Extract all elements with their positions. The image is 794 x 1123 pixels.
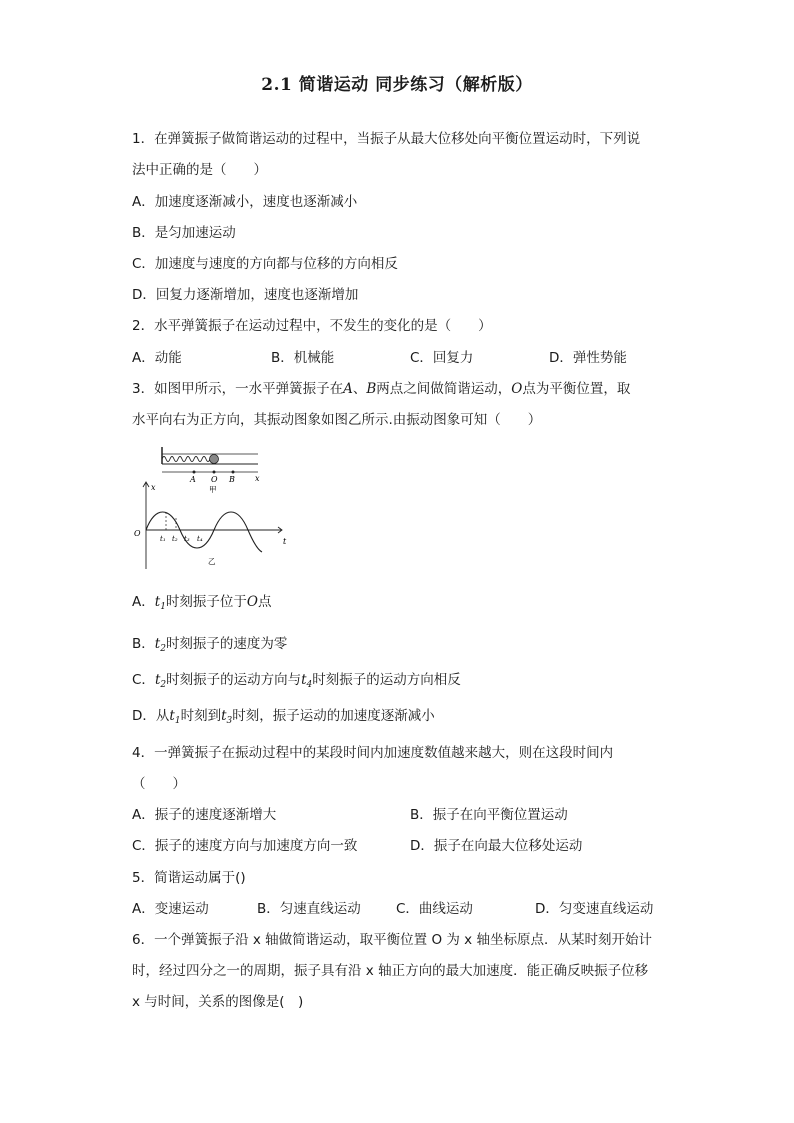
q1-option-c: C．加速度与速度的方向都与位移的方向相反: [132, 256, 398, 272]
spring-oscillator-apparatus: [162, 447, 260, 494]
graph-label-origin: O: [134, 529, 141, 538]
label-b: B: [229, 475, 235, 484]
q4-option-d: D．振子在向最大位移处运动: [410, 838, 583, 854]
q5-option-b: B．匀速直线运动: [257, 901, 361, 917]
tick-t2: t₂: [172, 535, 178, 543]
q4-stem-line2: （ ）: [132, 776, 186, 792]
tick-t1: t₁: [160, 535, 166, 543]
q3-stem-line2: 水平向右为正方向，其振动图象如图乙所示.由振动图象可知（ ）: [132, 412, 542, 428]
graph-label-x: x: [151, 483, 156, 492]
q5-option-c: C．曲线运动: [396, 901, 473, 917]
tick-t4: t₄: [197, 535, 203, 543]
q1-stem-line1: 1．在弹簧振子做简谐运动的过程中，当振子从最大位移处向平衡位置运动时，下列说: [132, 131, 641, 147]
q4-stem-line1: 4．一弹簧振子在振动过程中的某段时间内加速度数值越来越大，则在这段时间内: [132, 745, 614, 761]
q2-option-a: A．动能: [132, 350, 182, 366]
q4-option-a: A．振子的速度逐渐增大: [132, 807, 277, 823]
label-track-x: x: [255, 474, 260, 483]
vibration-graph: [134, 482, 287, 569]
sine-curve: [146, 512, 262, 552]
page-title: 2.1 简谐运动 同步练习（解析版）: [261, 75, 533, 95]
q3-option-b: B．$t_2$时刻振子的速度为零: [132, 636, 288, 654]
q2-option-b: B．机械能: [271, 350, 335, 366]
q3-option-d: D．从$t_1$时刻到$t_3$时刻，振子运动的加速度逐渐减小: [132, 708, 435, 726]
q1-option-d: D．回复力逐渐增加，速度也逐渐增加: [132, 287, 359, 303]
q5-stem: 5．简谐运动属于(): [132, 870, 246, 886]
ball: [210, 455, 219, 464]
q5-option-a: A．变速运动: [132, 901, 209, 917]
q4-option-b: B．振子在向平衡位置运动: [410, 807, 568, 823]
q6-stem-line2: 时，经过四分之一的周期，振子具有沿 x 轴正方向的最大加速度．能正确反映振子位移: [132, 963, 649, 979]
q3-figure: [132, 444, 292, 574]
q1-stem-line2: 法中正确的是（ ）: [132, 162, 267, 178]
label-o: O: [211, 475, 218, 484]
q1-option-b: B．是匀加速运动: [132, 225, 236, 241]
q3-option-c: C．$t_2$时刻振子的运动方向与$t_4$时刻振子的运动方向相反: [132, 672, 461, 690]
q2-option-d: D．弹性势能: [549, 350, 627, 366]
label-a: A: [190, 475, 196, 484]
q5-option-d: D．匀变速直线运动: [535, 901, 654, 917]
spring: [162, 457, 210, 462]
tick-t3: t₃: [184, 535, 190, 543]
label-jia: 甲: [209, 485, 217, 494]
q6-stem-line1: 6．一个弹簧振子沿 x 轴做简谐运动，取平衡位置 O 为 x 轴坐标原点．从某时刻开始计: [132, 932, 652, 948]
label-yi: 乙: [208, 557, 216, 566]
q2-stem: 2．水平弹簧振子在运动过程中，不发生的变化的是（ ）: [132, 318, 492, 334]
graph-label-t: t: [283, 537, 287, 546]
q3-stem-line1: 3．如图甲所示，一水平弹簧振子在A、B两点之间做简谐运动，O点为平衡位置，取: [132, 381, 631, 397]
q1-option-a: A．加速度逐渐减小，速度也逐渐减小: [132, 194, 358, 210]
q6-stem-line3: x 与时间，关系的图像是( ): [132, 994, 304, 1010]
q3-option-a: A．$t_1$时刻振子位于O点: [132, 594, 272, 612]
oscillator-diagram: [132, 444, 292, 574]
q4-option-c: C．振子的速度方向与加速度方向一致: [132, 838, 358, 854]
q2-option-c: C．回复力: [410, 350, 474, 366]
